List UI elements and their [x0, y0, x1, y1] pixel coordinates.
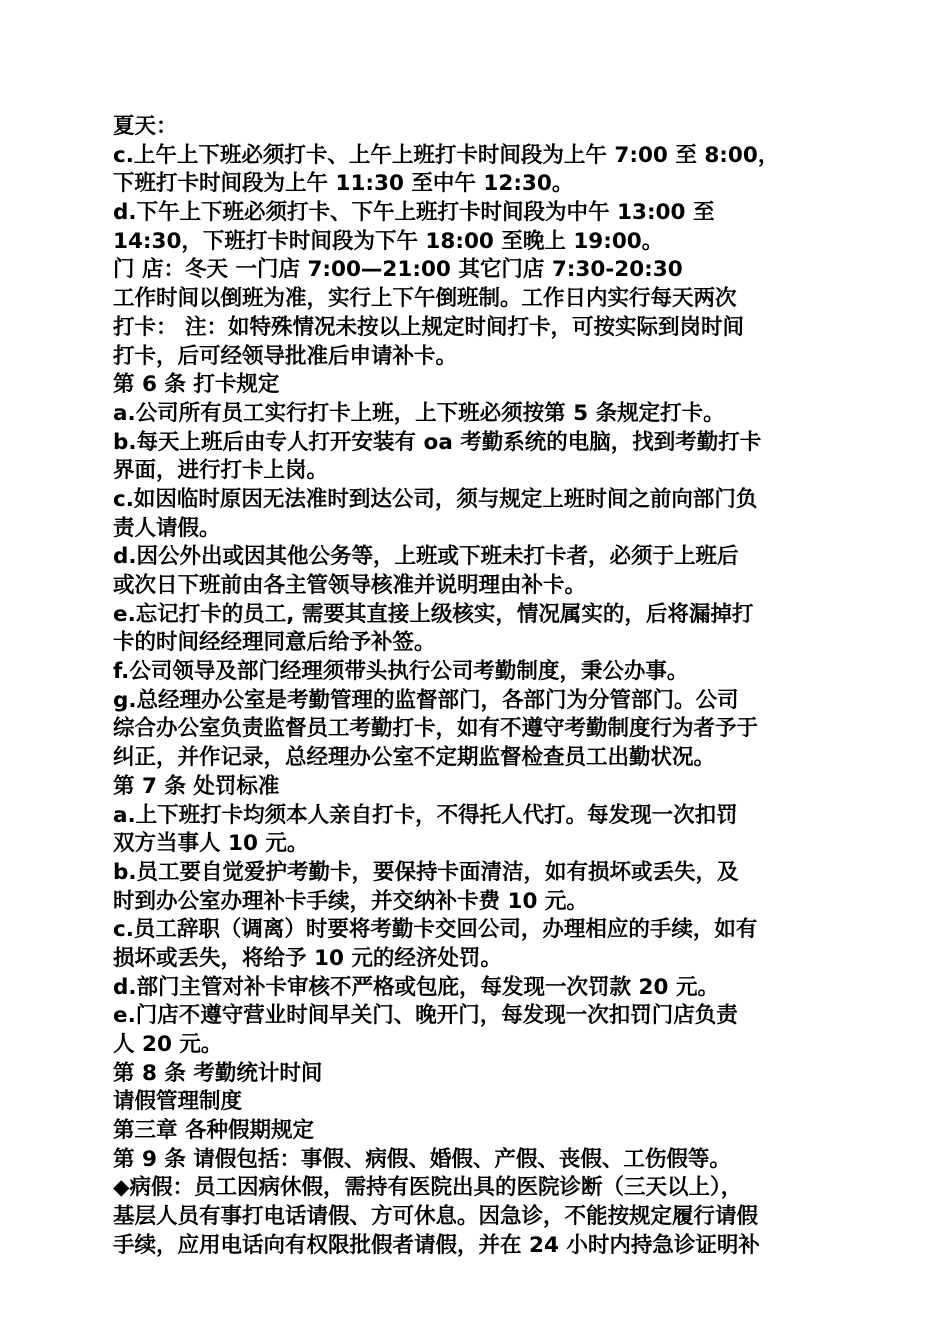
text-line: ◆病假：员工因病休假，需持有医院出具的医院诊断（三天以上）， [113, 1175, 743, 1201]
text-line: 基层人员有事打电话请假、方可休息。因急诊，不能按规定履行请假 [113, 1204, 759, 1230]
text-line: b.员工要自觉爱护考勤卡，要保持卡面清洁，如有损坏或丢失，及 [113, 859, 739, 885]
text-line: 门 店：冬天 一门店 7:00—21:00 其它门店 7:30-20:30 [113, 257, 683, 283]
text-line: d.因公外出或因其他公务等，上班或下班未打卡者，必须于上班后 [113, 544, 739, 570]
text-line: 下班打卡时间段为上午 11:30 至中午 12:30。 [113, 171, 574, 197]
text-line: 14:30，下班打卡时间段为下午 18:00 至晚上 19:00。 [113, 228, 664, 254]
article-heading: 第 6 条 打卡规定 [113, 372, 280, 398]
article-heading: 第 9 条 请假包括：事假、病假、婚假、产假、丧假、工伤假等。 [113, 1146, 731, 1172]
text-line: e.门店不遵守营业时间早关门、晚开门，每发现一次扣罚门店负责 [113, 1003, 738, 1029]
text-line: d.部门主管对补卡审核不严格或包庇，每发现一次罚款 20 元。 [113, 974, 719, 1000]
text-line: d.下午上下班必须打卡、下午上班打卡时间段为中午 13:00 至 [113, 200, 715, 226]
text-line: 打卡： 注：如特殊情况未按以上规定时间打卡，可按实际到岗时间 [113, 314, 744, 340]
text-line: f.公司领导及部门经理须带头执行公司考勤制度，秉公办事。 [113, 659, 689, 685]
document-page [113, 113, 843, 1261]
text-line: 工作时间以倒班为准，实行上下午倒班制。工作日内实行每天两次 [113, 286, 737, 312]
text-line: 卡的时间经经理同意后给予补签。 [113, 630, 436, 656]
text-line: 或次日下班前由各主管领导核准并说明理由补卡。 [113, 573, 587, 598]
article-heading: 第 7 条 处罚标准 [113, 773, 280, 799]
text-line: 人 20 元。 [113, 1032, 223, 1057]
text-line: 手续，应用电话向有权限批假者请假，并在 24 小时内持急诊证明补 [113, 1232, 760, 1258]
text-line: 界面，进行打卡上岗。 [113, 458, 329, 484]
section-title: 请假管理制度 [113, 1089, 243, 1115]
text-line: 责人请假。 [113, 515, 221, 541]
text-line: 损坏或丢失，将给予 10 元的经济处罚。 [113, 945, 502, 971]
text-line: c.如因临时原因无法准时到达公司，须与规定上班时间之前向部门负 [113, 486, 758, 512]
article-heading: 第 8 条 考勤统计时间 [113, 1060, 323, 1086]
text-line: c.员工辞职（调离）时要将考勤卡交回公司，办理相应的手续，如有 [113, 917, 758, 943]
text-line: g.总经理办公室是考勤管理的监督部门，各部门为分管部门。公司 [113, 687, 739, 713]
text-line: b.每天上班后由专人打开安装有 oa 考勤系统的电脑，找到考勤打卡 [113, 429, 762, 455]
text-line: 综合办公室负责监督员工考勤打卡，如有不遵守考勤制度行为者予于 [113, 716, 759, 742]
text-line: 夏天： [113, 114, 178, 139]
text-line: 双方当事人 10 元。 [113, 831, 309, 857]
text-line: 时到办公室办理补卡手续，并交纳补卡费 10 元。 [113, 888, 588, 914]
text-line: 纠正，并作记录，总经理办公室不定期监督检查员工出勤状况。 [113, 745, 716, 771]
text-line: c.上午上下班必须打卡、上午上班打卡时间段为上午 7:00 至 8:00， [113, 142, 780, 168]
text-line: a.上下班打卡均须本人亲自打卡，不得托人代打。每发现一次扣罚 [113, 802, 738, 828]
text-line: 打卡，后可经领导批准后申请补卡。 [113, 343, 458, 369]
text-line: a.公司所有员工实行打卡上班，上下班必须按第 5 条规定打卡。 [113, 400, 725, 426]
text-line: e.忘记打卡的员工, 需要其直接上级核实，情况属实的，后将漏掉打 [113, 601, 754, 627]
chapter-heading: 第三章 各种假期规定 [113, 1118, 314, 1144]
